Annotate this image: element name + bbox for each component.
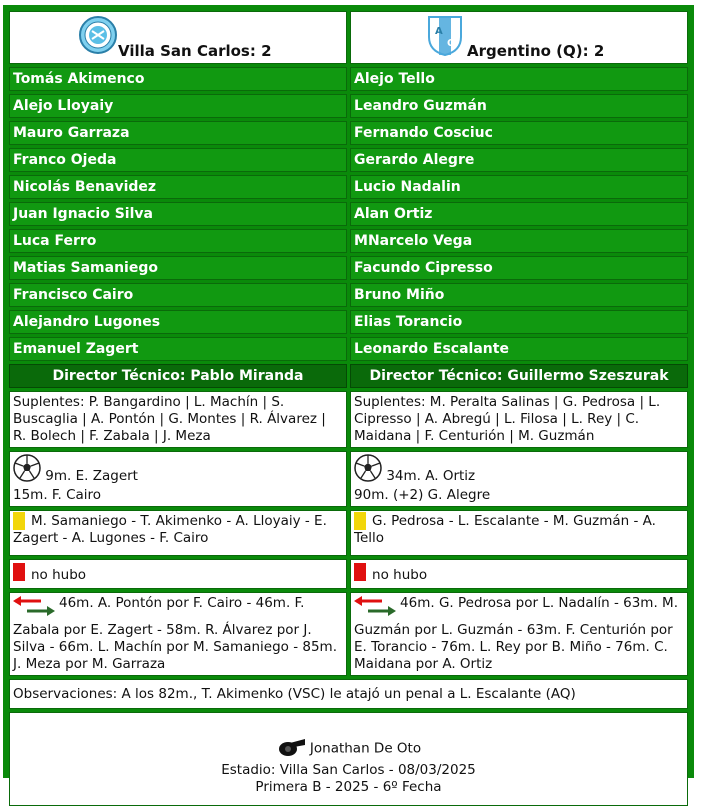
substitution-arrows-icon: [13, 595, 55, 622]
away-player[interactable]: Leandro Guzmán: [350, 94, 688, 118]
match-footer: [9, 712, 688, 806]
away-player[interactable]: Fernando Cosciuc: [350, 121, 688, 145]
away-yellow-text: G. Pedrosa - L. Escalante - M. Guzmán - A. Tello: [354, 513, 656, 546]
away-substitutions-text: 46m. G. Pedrosa por L. Nadalín - 63m. M. Guzmán por L. Guzmán - 63m. F. Centurión por E. Torancio - 76m. L. Rey por B. Miño - 76m. C. Maidana por A. Ortiz: [354, 595, 678, 672]
away-team-name: Argentino (Q): 2: [467, 42, 605, 60]
home-player[interactable]: Alejandro Lugones: [9, 310, 347, 334]
home-player[interactable]: Juan Ignacio Silva: [9, 202, 347, 226]
home-coach: Director Técnico: Pablo Miranda: [9, 364, 347, 388]
soccer-ball-icon: [354, 454, 382, 487]
home-yellow-cards: [9, 510, 347, 556]
away-player[interactable]: Gerardo Alegre: [350, 148, 688, 172]
away-yellow-cards: [350, 510, 688, 556]
home-player[interactable]: Matias Samaniego: [9, 256, 347, 280]
away-player[interactable]: Bruno Miño: [350, 283, 688, 307]
villa-san-carlos-crest-icon: [78, 15, 118, 59]
home-player[interactable]: Mauro Garraza: [9, 121, 347, 145]
home-team-name: Villa San Carlos: 2: [118, 42, 272, 60]
home-substitutions: [9, 592, 347, 676]
home-team-header: [9, 11, 347, 64]
away-substitutions: [350, 592, 688, 676]
home-yellow-text: M. Samaniego - T. Akimenko - A. Lloyaiy - E. Zagert - A. Lugones - F. Cairo: [13, 513, 327, 546]
home-player[interactable]: Tomás Akimenco: [9, 67, 347, 91]
away-player[interactable]: Elias Torancio: [350, 310, 688, 334]
soccer-ball-icon: [13, 454, 41, 487]
home-red-text: no hubo: [31, 567, 87, 583]
home-player[interactable]: Nicolás Benavidez: [9, 175, 347, 199]
home-substitutions-text: 46m. A. Pontón por F. Cairo - 46m. F. Zabala por E. Zagert - 58m. R. Álvarez por J. Silva - 66m. L. Machín por M. Samaniego - 85m. J. Meza por M. Garraza: [13, 595, 337, 672]
home-substitutes: Suplentes: P. Bangardino | L. Machín | S. Buscaglia | A. Pontón | G. Montes | R. Álvarez | R. Bolech | F. Zabala | J. Meza: [9, 391, 347, 448]
home-player[interactable]: Alejo Lloyaiy: [9, 94, 347, 118]
away-goals: [350, 451, 688, 507]
away-player[interactable]: MNarcelo Vega: [350, 229, 688, 253]
away-coach: Director Técnico: Guillermo Szeszurak: [350, 364, 688, 388]
home-player[interactable]: Francisco Cairo: [9, 283, 347, 307]
yellow-card-icon: [13, 512, 25, 530]
away-team-header: [350, 11, 688, 64]
home-goal-2: 15m. F. Cairo: [13, 487, 102, 503]
away-player[interactable]: Lucio Nadalin: [350, 175, 688, 199]
red-card-icon: [354, 563, 366, 581]
home-player[interactable]: Emanuel Zagert: [9, 337, 347, 361]
observations: Observaciones: A los 82m., T. Akimenko (VSC) le atajó un penal a L. Escalante (AQ): [9, 679, 688, 709]
away-player[interactable]: Leonardo Escalante: [350, 337, 688, 361]
away-player[interactable]: Alejo Tello: [350, 67, 688, 91]
referee-whistle-icon: [276, 735, 306, 762]
substitution-arrows-icon: [354, 595, 396, 622]
home-red-cards: [9, 559, 347, 589]
away-goal-2: 90m. (+2) G. Alegre: [354, 487, 491, 503]
away-red-cards: [350, 559, 688, 589]
stadium-date: Estadio: Villa San Carlos - 08/03/2025: [221, 762, 476, 778]
home-player[interactable]: Franco Ojeda: [9, 148, 347, 172]
yellow-card-icon: [354, 512, 366, 530]
home-goals: [9, 451, 347, 507]
svg-text:A: A: [435, 26, 443, 37]
home-player[interactable]: Luca Ferro: [9, 229, 347, 253]
red-card-icon: [13, 563, 25, 581]
competition-round: Primera B - 2025 - 6º Fecha: [255, 779, 442, 795]
away-player[interactable]: Alan Ortiz: [350, 202, 688, 226]
away-red-text: no hubo: [372, 567, 428, 583]
referee-name: Jonathan De Oto: [309, 740, 422, 757]
away-substitutes: Suplentes: M. Peralta Salinas | G. Pedrosa | L. Cipresso | A. Abregú | L. Filosa | L. Rey | C. Maidana | F. Centurión | M. Guzmán: [350, 391, 688, 448]
argentino-quilmes-crest-icon: [427, 15, 463, 61]
away-goal-1: 34m. A. Ortiz: [386, 468, 476, 484]
home-goal-1: 9m. E. Zagert: [45, 468, 138, 484]
match-sheet: [6, 8, 691, 809]
away-player[interactable]: Facundo Cipresso: [350, 256, 688, 280]
svg-text:Q: Q: [447, 38, 456, 49]
